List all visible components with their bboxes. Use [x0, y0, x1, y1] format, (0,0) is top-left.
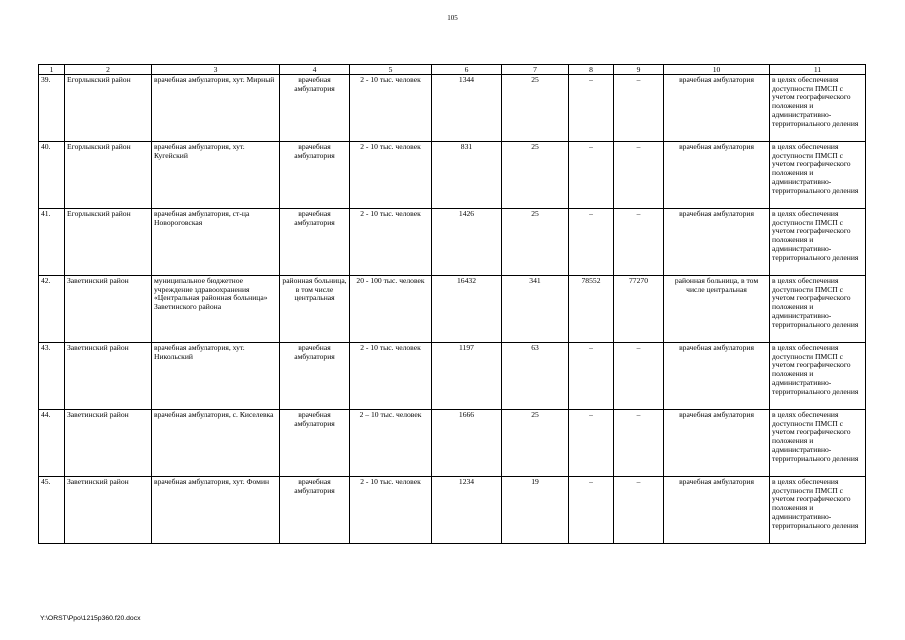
value-cell: 16432 — [432, 276, 502, 343]
facility-category-cell: врачебная амбулатория — [664, 477, 770, 544]
population-cell: 2 - 10 тыс. человек — [350, 142, 432, 209]
value-cell: – — [569, 477, 614, 544]
facility-name-cell: врачебная амбулатория, хут. Кугейский — [152, 142, 280, 209]
district-cell: Заветинский район — [65, 276, 152, 343]
column-header: 5 — [350, 65, 432, 75]
value-cell: – — [569, 75, 614, 142]
facilities-table — [38, 64, 866, 544]
value-cell: 1666 — [432, 410, 502, 477]
population-cell: 2 - 10 тыс. человек — [350, 209, 432, 276]
facility-name-cell: муниципальное бюджетное учреждение здравоохранения «Центральная районная больница» Заветинского района — [152, 276, 280, 343]
facility-category-cell: врачебная амбулатория — [664, 142, 770, 209]
purpose-cell: в целях обеспечения доступности ПМСП с учетом географического положения и административно-территориального деления — [770, 477, 866, 544]
facility-type-cell: врачебная амбулатория — [280, 209, 350, 276]
value-cell: 25 — [502, 209, 569, 276]
value-cell: 78552 — [569, 276, 614, 343]
district-cell: Егорлыкский район — [65, 75, 152, 142]
district-cell: Заветинский район — [65, 477, 152, 544]
column-header: 2 — [65, 65, 152, 75]
row-number: 42. — [39, 276, 65, 343]
facility-type-cell: врачебная амбулатория — [280, 142, 350, 209]
column-header: 1 — [39, 65, 65, 75]
column-header: 4 — [280, 65, 350, 75]
population-cell: 2 - 10 тыс. человек — [350, 75, 432, 142]
table-row — [39, 276, 866, 343]
value-cell: – — [569, 142, 614, 209]
table-row — [39, 477, 866, 544]
facility-name-cell: врачебная амбулатория, хут. Фомин — [152, 477, 280, 544]
row-number: 45. — [39, 477, 65, 544]
value-cell: 19 — [502, 477, 569, 544]
value-cell: 831 — [432, 142, 502, 209]
purpose-cell: в целях обеспечения доступности ПМСП с учетом географического положения и административно-территориального деления — [770, 343, 866, 410]
district-cell: Заветинский район — [65, 343, 152, 410]
value-cell: 1344 — [432, 75, 502, 142]
value-cell: – — [614, 75, 664, 142]
value-cell: 1426 — [432, 209, 502, 276]
facility-name-cell: врачебная амбулатория, хут. Мирный — [152, 75, 280, 142]
value-cell: 25 — [502, 142, 569, 209]
value-cell: – — [614, 410, 664, 477]
value-cell: – — [569, 410, 614, 477]
purpose-cell: в целях обеспечения доступности ПМСП с учетом географического положения и административно-территориального деления — [770, 75, 866, 142]
value-cell: 77270 — [614, 276, 664, 343]
table-row — [39, 142, 866, 209]
facility-category-cell: врачебная амбулатория — [664, 410, 770, 477]
value-cell: 25 — [502, 75, 569, 142]
value-cell: 63 — [502, 343, 569, 410]
district-cell: Егорлыкский район — [65, 142, 152, 209]
column-header: 9 — [614, 65, 664, 75]
row-number: 43. — [39, 343, 65, 410]
facility-category-cell: районная больница, в том числе центральная — [664, 276, 770, 343]
column-header: 3 — [152, 65, 280, 75]
value-cell: 1234 — [432, 477, 502, 544]
facility-name-cell: врачебная амбулатория, с. Киселевка — [152, 410, 280, 477]
file-path-footer: Y:\ORST\Ppo\1215p360.f20.docx — [40, 615, 141, 622]
value-cell: – — [569, 343, 614, 410]
facility-type-cell: врачебная амбулатория — [280, 75, 350, 142]
facility-type-cell: районная больница, в том числе центральная — [280, 276, 350, 343]
page-number: 105 — [447, 14, 458, 22]
facility-type-cell: врачебная амбулатория — [280, 343, 350, 410]
value-cell: – — [614, 477, 664, 544]
column-header: 11 — [770, 65, 866, 75]
header-row — [39, 65, 866, 75]
column-header: 6 — [432, 65, 502, 75]
value-cell: – — [614, 209, 664, 276]
table-row — [39, 209, 866, 276]
value-cell: – — [614, 142, 664, 209]
table-row — [39, 410, 866, 477]
row-number: 40. — [39, 142, 65, 209]
population-cell: 2 – 10 тыс. человек — [350, 410, 432, 477]
value-cell: 1197 — [432, 343, 502, 410]
row-number: 44. — [39, 410, 65, 477]
table-row — [39, 343, 866, 410]
column-header: 8 — [569, 65, 614, 75]
population-cell: 20 - 100 тыс. человек — [350, 276, 432, 343]
purpose-cell: в целях обеспечения доступности ПМСП с учетом географического положения и административно-территориального деления — [770, 276, 866, 343]
value-cell: 25 — [502, 410, 569, 477]
purpose-cell: в целях обеспечения доступности ПМСП с учетом географического положения и административно-территориального деления — [770, 142, 866, 209]
value-cell: – — [614, 343, 664, 410]
facility-category-cell: врачебная амбулатория — [664, 75, 770, 142]
facility-type-cell: врачебная амбулатория — [280, 477, 350, 544]
table-row — [39, 75, 866, 142]
facility-name-cell: врачебная амбулатория, ст-ца Новороговская — [152, 209, 280, 276]
value-cell: – — [569, 209, 614, 276]
population-cell: 2 - 10 тыс. человек — [350, 477, 432, 544]
population-cell: 2 - 10 тыс. человек — [350, 343, 432, 410]
purpose-cell: в целях обеспечения доступности ПМСП с учетом географического положения и административно-территориального деления — [770, 209, 866, 276]
district-cell: Егорлыкский район — [65, 209, 152, 276]
row-number: 41. — [39, 209, 65, 276]
district-cell: Заветинский район — [65, 410, 152, 477]
column-header: 10 — [664, 65, 770, 75]
purpose-cell: в целях обеспечения доступности ПМСП с учетом географического положения и административно-территориального деления — [770, 410, 866, 477]
value-cell: 341 — [502, 276, 569, 343]
row-number: 39. — [39, 75, 65, 142]
column-header: 7 — [502, 65, 569, 75]
facility-type-cell: врачебная амбулатория — [280, 410, 350, 477]
facility-name-cell: врачебная амбулатория, хут. Никольский — [152, 343, 280, 410]
facility-category-cell: врачебная амбулатория — [664, 343, 770, 410]
facility-category-cell: врачебная амбулатория — [664, 209, 770, 276]
